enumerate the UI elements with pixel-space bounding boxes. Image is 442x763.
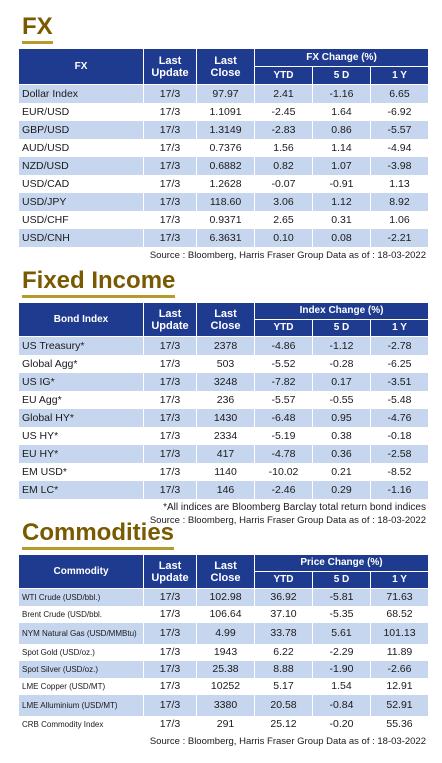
cell-name: Global Agg* bbox=[19, 355, 144, 373]
cell-name: USD/CHF bbox=[19, 211, 144, 229]
cell-1y: -2.66 bbox=[371, 661, 429, 678]
fx-source: Source : Bloomberg, Harris Fraser Group Data as of : 18-03-2022 bbox=[149, 249, 426, 261]
fx-col-5d: 5 D bbox=[313, 67, 371, 85]
cell-last-close: 0.7376 bbox=[197, 139, 255, 157]
cell-last-close: 118.60 bbox=[197, 193, 255, 211]
cell-last-update: 17/3 bbox=[144, 678, 197, 695]
cell-ytd: -4.78 bbox=[255, 445, 313, 463]
cell-last-update: 17/3 bbox=[144, 409, 197, 427]
table-row bbox=[19, 391, 429, 409]
cell-last-close: 1430 bbox=[197, 409, 255, 427]
table-row bbox=[19, 695, 429, 716]
cell-last-update: 17/3 bbox=[144, 623, 197, 644]
cell-last-close: 1.1091 bbox=[197, 103, 255, 121]
cell-last-update: 17/3 bbox=[144, 355, 197, 373]
cell-last-update: 17/3 bbox=[144, 427, 197, 445]
fx-table-body bbox=[19, 85, 429, 247]
cell-5d: 1.07 bbox=[313, 157, 371, 175]
cell-1y: -1.16 bbox=[371, 481, 429, 499]
cell-last-update: 17/3 bbox=[144, 589, 197, 606]
table-row bbox=[19, 606, 429, 623]
cell-last-close: 146 bbox=[197, 481, 255, 499]
cell-5d: -5.35 bbox=[313, 606, 371, 623]
cell-1y: 1.06 bbox=[371, 211, 429, 229]
cell-ytd: 3.06 bbox=[255, 193, 313, 211]
cell-name: NZD/USD bbox=[19, 157, 144, 175]
cell-name: Spot Gold (USD/oz.) bbox=[19, 644, 144, 661]
cell-last-update: 17/3 bbox=[144, 337, 197, 355]
cell-1y: -4.94 bbox=[371, 139, 429, 157]
cell-5d: 1.14 bbox=[313, 139, 371, 157]
table-row bbox=[19, 229, 429, 247]
table-row bbox=[19, 121, 429, 139]
fx-section bbox=[18, 14, 428, 261]
fixed-income-table bbox=[18, 302, 429, 499]
cell-ytd: -5.19 bbox=[255, 427, 313, 445]
cell-name: AUD/USD bbox=[19, 139, 144, 157]
cell-name: WTI Crude (USD/bbl.) bbox=[19, 589, 144, 606]
cell-name: US HY* bbox=[19, 427, 144, 445]
cell-name: CRB Commodity Index bbox=[19, 716, 144, 733]
cell-1y: -6.25 bbox=[371, 355, 429, 373]
cell-5d: 0.31 bbox=[313, 211, 371, 229]
table-row bbox=[19, 193, 429, 211]
cell-5d: 1.12 bbox=[313, 193, 371, 211]
cell-name: USD/CNH bbox=[19, 229, 144, 247]
cell-last-update: 17/3 bbox=[144, 644, 197, 661]
cell-last-close: 1.2628 bbox=[197, 175, 255, 193]
cell-ytd: 2.41 bbox=[255, 85, 313, 103]
cell-ytd: 36.92 bbox=[255, 589, 313, 606]
cell-last-update: 17/3 bbox=[144, 716, 197, 733]
fi-col-1y: 1 Y bbox=[371, 320, 429, 337]
cell-ytd: -0.07 bbox=[255, 175, 313, 193]
cell-ytd: -2.83 bbox=[255, 121, 313, 139]
cell-ytd: 2.65 bbox=[255, 211, 313, 229]
cell-last-update: 17/3 bbox=[144, 139, 197, 157]
cell-last-update: 17/3 bbox=[144, 103, 197, 121]
cell-name: GBP/USD bbox=[19, 121, 144, 139]
fx-col-change: FX Change (%) bbox=[255, 49, 429, 67]
cell-name: LME Copper (USD/MT) bbox=[19, 678, 144, 695]
cell-last-close: 291 bbox=[197, 716, 255, 733]
cell-last-update: 17/3 bbox=[144, 391, 197, 409]
table-row bbox=[19, 355, 429, 373]
cell-name: USD/JPY bbox=[19, 193, 144, 211]
cell-last-close: 2334 bbox=[197, 427, 255, 445]
cell-ytd: 37.10 bbox=[255, 606, 313, 623]
cell-1y: 68.52 bbox=[371, 606, 429, 623]
table-row bbox=[19, 661, 429, 678]
cell-5d: 0.21 bbox=[313, 463, 371, 481]
table-row bbox=[19, 337, 429, 355]
cell-ytd: 33.78 bbox=[255, 623, 313, 644]
cell-last-update: 17/3 bbox=[144, 463, 197, 481]
cell-last-update: 17/3 bbox=[144, 229, 197, 247]
cell-last-close: 102.98 bbox=[197, 589, 255, 606]
table-row bbox=[19, 103, 429, 121]
cell-last-close: 106.64 bbox=[197, 606, 255, 623]
cell-5d: -0.20 bbox=[313, 716, 371, 733]
comm-col-ytd: YTD bbox=[255, 572, 313, 589]
cell-name: LME Alluminium (USD/MT) bbox=[19, 695, 144, 716]
cell-name: NYM Natural Gas (USD/MMBtu) bbox=[19, 623, 144, 644]
cell-1y: 11.89 bbox=[371, 644, 429, 661]
cell-last-close: 10252 bbox=[197, 678, 255, 695]
fi-col-ytd: YTD bbox=[255, 320, 313, 337]
cell-last-close: 0.6882 bbox=[197, 157, 255, 175]
fx-col-last-close: Last Close bbox=[197, 49, 255, 85]
cell-last-close: 1.3149 bbox=[197, 121, 255, 139]
fixed-income-title: Fixed Income bbox=[22, 268, 175, 298]
commodities-table bbox=[18, 554, 429, 733]
cell-1y: 52.91 bbox=[371, 695, 429, 716]
fx-col-name: FX bbox=[19, 49, 144, 85]
cell-last-update: 17/3 bbox=[144, 157, 197, 175]
commodities-title: Commodities bbox=[22, 520, 174, 550]
cell-1y: 1.13 bbox=[371, 175, 429, 193]
cell-ytd: 6.22 bbox=[255, 644, 313, 661]
cell-ytd: 1.56 bbox=[255, 139, 313, 157]
cell-ytd: 20.58 bbox=[255, 695, 313, 716]
cell-ytd: -6.48 bbox=[255, 409, 313, 427]
cell-last-update: 17/3 bbox=[144, 121, 197, 139]
cell-1y: -0.18 bbox=[371, 427, 429, 445]
cell-last-close: 25.38 bbox=[197, 661, 255, 678]
cell-1y: 6.65 bbox=[371, 85, 429, 103]
table-row bbox=[19, 589, 429, 606]
cell-last-update: 17/3 bbox=[144, 175, 197, 193]
cell-last-close: 1943 bbox=[197, 644, 255, 661]
cell-last-close: 3248 bbox=[197, 373, 255, 391]
fi-col-last-close: Last Close bbox=[197, 303, 255, 337]
cell-1y: -2.78 bbox=[371, 337, 429, 355]
commodities-table-body bbox=[19, 589, 429, 733]
cell-1y: 12.91 bbox=[371, 678, 429, 695]
cell-ytd: -2.46 bbox=[255, 481, 313, 499]
cell-5d: -1.12 bbox=[313, 337, 371, 355]
cell-ytd: -2.45 bbox=[255, 103, 313, 121]
cell-ytd: 0.10 bbox=[255, 229, 313, 247]
cell-5d: -1.90 bbox=[313, 661, 371, 678]
cell-name: EU HY* bbox=[19, 445, 144, 463]
commodities-section bbox=[18, 520, 428, 747]
cell-last-update: 17/3 bbox=[144, 373, 197, 391]
cell-1y: -2.21 bbox=[371, 229, 429, 247]
cell-5d: 5.61 bbox=[313, 623, 371, 644]
fx-col-1y: 1 Y bbox=[371, 67, 429, 85]
table-row bbox=[19, 373, 429, 391]
cell-ytd: 5.17 bbox=[255, 678, 313, 695]
cell-ytd: 0.82 bbox=[255, 157, 313, 175]
cell-5d: 1.54 bbox=[313, 678, 371, 695]
cell-1y: 101.13 bbox=[371, 623, 429, 644]
cell-last-close: 236 bbox=[197, 391, 255, 409]
commodities-source: Source : Bloomberg, Harris Fraser Group Data as of : 18-03-2022 bbox=[149, 735, 426, 747]
table-row bbox=[19, 481, 429, 499]
fi-col-last-update: Last Update bbox=[144, 303, 197, 337]
cell-1y: -3.98 bbox=[371, 157, 429, 175]
fixed-income-source: Source : Bloomberg, Harris Fraser Group Data as of : 18-03-2022 bbox=[149, 514, 426, 526]
cell-last-close: 417 bbox=[197, 445, 255, 463]
cell-last-update: 17/3 bbox=[144, 193, 197, 211]
cell-last-update: 17/3 bbox=[144, 85, 197, 103]
cell-last-close: 0.9371 bbox=[197, 211, 255, 229]
cell-5d: 0.08 bbox=[313, 229, 371, 247]
cell-ytd: -4.86 bbox=[255, 337, 313, 355]
table-row bbox=[19, 427, 429, 445]
cell-5d: -2.29 bbox=[313, 644, 371, 661]
cell-1y: -4.76 bbox=[371, 409, 429, 427]
cell-5d: -0.84 bbox=[313, 695, 371, 716]
cell-name: EUR/USD bbox=[19, 103, 144, 121]
cell-last-close: 6.3631 bbox=[197, 229, 255, 247]
fi-col-name: Bond Index bbox=[19, 303, 144, 337]
cell-last-update: 17/3 bbox=[144, 606, 197, 623]
cell-5d: 0.29 bbox=[313, 481, 371, 499]
table-row bbox=[19, 678, 429, 695]
cell-1y: -2.58 bbox=[371, 445, 429, 463]
cell-ytd: -7.82 bbox=[255, 373, 313, 391]
fx-title: FX bbox=[22, 14, 53, 44]
cell-5d: -0.28 bbox=[313, 355, 371, 373]
comm-col-1y: 1 Y bbox=[371, 572, 429, 589]
cell-name: Global HY* bbox=[19, 409, 144, 427]
cell-5d: -0.55 bbox=[313, 391, 371, 409]
cell-ytd: -5.52 bbox=[255, 355, 313, 373]
cell-5d: 1.64 bbox=[313, 103, 371, 121]
table-row bbox=[19, 445, 429, 463]
cell-1y: 8.92 bbox=[371, 193, 429, 211]
cell-5d: -0.91 bbox=[313, 175, 371, 193]
table-row bbox=[19, 157, 429, 175]
cell-name: EM LC* bbox=[19, 481, 144, 499]
cell-name: Dollar Index bbox=[19, 85, 144, 103]
cell-1y: 55.36 bbox=[371, 716, 429, 733]
table-row bbox=[19, 716, 429, 733]
comm-col-5d: 5 D bbox=[313, 572, 371, 589]
fx-col-last-update: Last Update bbox=[144, 49, 197, 85]
cell-name: USD/CAD bbox=[19, 175, 144, 193]
cell-name: EU Agg* bbox=[19, 391, 144, 409]
cell-5d: 0.17 bbox=[313, 373, 371, 391]
cell-name: Spot Silver (USD/oz.) bbox=[19, 661, 144, 678]
cell-name: EM USD* bbox=[19, 463, 144, 481]
cell-ytd: -10.02 bbox=[255, 463, 313, 481]
cell-last-update: 17/3 bbox=[144, 481, 197, 499]
cell-last-close: 4.99 bbox=[197, 623, 255, 644]
cell-last-close: 503 bbox=[197, 355, 255, 373]
fi-col-change: Index Change (%) bbox=[255, 303, 429, 320]
fx-col-ytd: YTD bbox=[255, 67, 313, 85]
fixed-income-note: *All indices are Bloomberg Barclay total return bond indices bbox=[163, 501, 426, 513]
cell-5d: -5.81 bbox=[313, 589, 371, 606]
cell-1y: -5.48 bbox=[371, 391, 429, 409]
cell-last-close: 2378 bbox=[197, 337, 255, 355]
cell-1y: -8.52 bbox=[371, 463, 429, 481]
comm-col-last-update: Last Update bbox=[144, 555, 197, 589]
table-row bbox=[19, 409, 429, 427]
cell-1y: -3.51 bbox=[371, 373, 429, 391]
cell-ytd: 8.88 bbox=[255, 661, 313, 678]
cell-5d: 0.86 bbox=[313, 121, 371, 139]
comm-col-name: Commodity bbox=[19, 555, 144, 589]
table-row bbox=[19, 175, 429, 193]
cell-last-update: 17/3 bbox=[144, 695, 197, 716]
comm-col-last-close: Last Close bbox=[197, 555, 255, 589]
table-row bbox=[19, 644, 429, 661]
fixed-income-table-body bbox=[19, 337, 429, 499]
cell-last-update: 17/3 bbox=[144, 661, 197, 678]
cell-last-update: 17/3 bbox=[144, 211, 197, 229]
table-row bbox=[19, 463, 429, 481]
cell-5d: -1.16 bbox=[313, 85, 371, 103]
cell-last-close: 3380 bbox=[197, 695, 255, 716]
cell-1y: -6.92 bbox=[371, 103, 429, 121]
fx-table bbox=[18, 48, 429, 247]
cell-5d: 0.95 bbox=[313, 409, 371, 427]
cell-name: Brent Crude (USD/bbl. bbox=[19, 606, 144, 623]
cell-last-close: 1140 bbox=[197, 463, 255, 481]
cell-name: US IG* bbox=[19, 373, 144, 391]
cell-1y: 71.63 bbox=[371, 589, 429, 606]
fixed-income-section bbox=[18, 268, 428, 526]
cell-ytd: 25.12 bbox=[255, 716, 313, 733]
cell-ytd: -5.57 bbox=[255, 391, 313, 409]
table-row bbox=[19, 211, 429, 229]
cell-5d: 0.38 bbox=[313, 427, 371, 445]
table-row bbox=[19, 85, 429, 103]
table-row bbox=[19, 139, 429, 157]
cell-5d: 0.36 bbox=[313, 445, 371, 463]
cell-last-close: 97.97 bbox=[197, 85, 255, 103]
cell-1y: -5.57 bbox=[371, 121, 429, 139]
cell-last-update: 17/3 bbox=[144, 445, 197, 463]
comm-col-change: Price Change (%) bbox=[255, 555, 429, 572]
table-row bbox=[19, 623, 429, 644]
cell-name: US Treasury* bbox=[19, 337, 144, 355]
fi-col-5d: 5 D bbox=[313, 320, 371, 337]
